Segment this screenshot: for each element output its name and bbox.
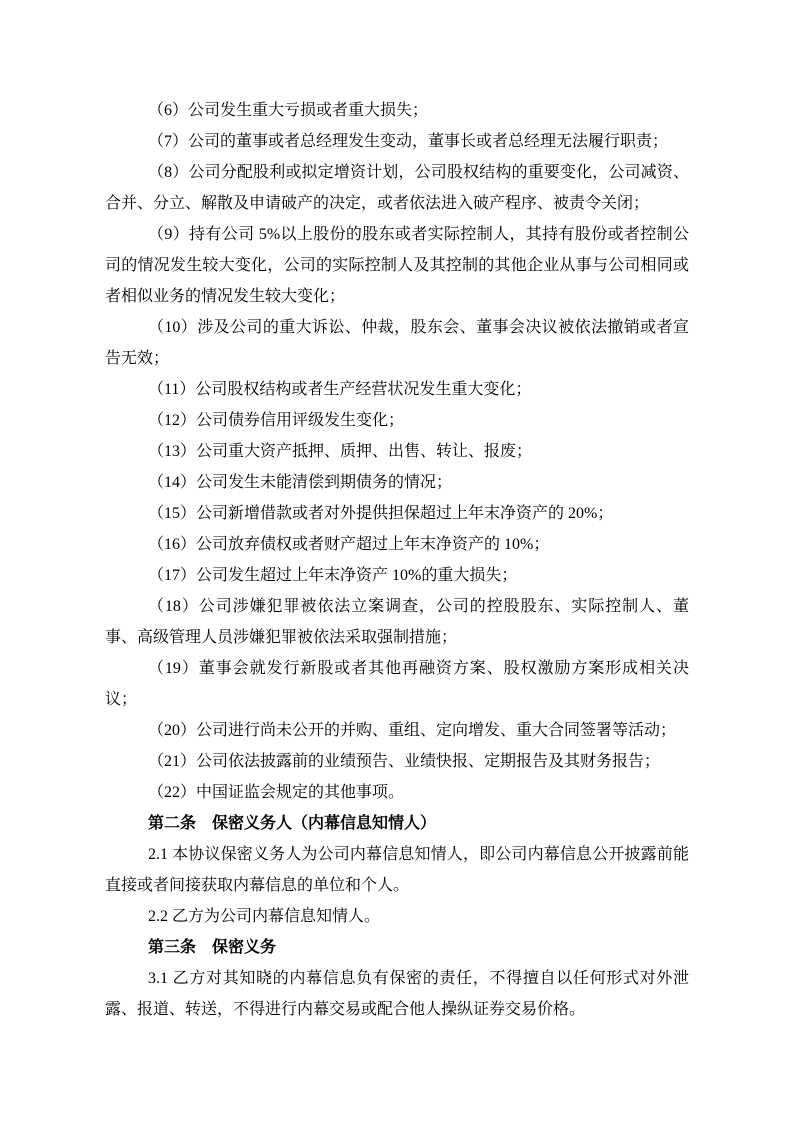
- section-heading: 第三条 保密义务: [148, 939, 277, 956]
- clause-paragraph: （15）公司新增借款或者对外提供担保超过上年末净资产的 20%；: [148, 505, 614, 522]
- clause-paragraph: （10）涉及公司的重大诉讼、仲裁，股东会、董事会决议被依法撤销或者宣告无效；: [105, 319, 689, 367]
- clause-paragraph: （20）公司进行尚未公开的并购、重组、定向增发、重大合同签署等活动；: [148, 722, 677, 739]
- clause-paragraph: （13）公司重大资产抵押、质押、出售、转让、报废；: [148, 443, 533, 460]
- clause-paragraph: （9）持有公司 5%以上股份的股东或者实际控制人，其持有股份或者控制公司的情况发生较大变化，公司的实际控制人及其控制的其他企业从事与公司相同或者相似业务的情况发生较大变化；: [105, 226, 689, 305]
- clause-paragraph: （21）公司依法披露前的业绩预告、业绩快报、定期报告及其财务报告；: [148, 753, 661, 770]
- clause-paragraph: （12）公司债券信用评级发生变化；: [148, 412, 405, 429]
- clause-paragraph: （16）公司放弃债权或者财产超过上年末净资产的 10%；: [148, 536, 550, 553]
- clause-paragraph: 3.1 乙方对其知晓的内幕信息负有保密的责任，不得擅自以任何形式对外泄露、报道、转送，不得进行内幕交易或配合他人操纵证券交易价格。: [105, 970, 689, 1018]
- clause-paragraph: （11）公司股权结构或者生产经营状况发生重大变化；: [148, 381, 532, 398]
- clause-paragraph: （18）公司涉嫌犯罪被依法立案调查，公司的控股股东、实际控制人、董事、高级管理人员涉嫌犯罪被依法采取强制措施；: [105, 598, 689, 646]
- document-body: [105, 95, 689, 1025]
- clause-paragraph: （14）公司发生未能清偿到期债务的情况；: [148, 474, 453, 491]
- clause-paragraph: （7）公司的董事或者总经理发生变动，董事长或者总经理无法履行职责；: [148, 133, 669, 150]
- clause-paragraph: （8）公司分配股利或拟定增资计划，公司股权结构的重要变化，公司减资、合并、分立、解散及申请破产的决定，或者依法进入破产程序、被责令关闭；: [105, 164, 689, 212]
- clause-paragraph: （19）董事会就发行新股或者其他再融资方案、股权激励方案形成相关决议；: [105, 660, 689, 708]
- clause-paragraph: （6）公司发生重大亏损或者重大损失；: [148, 102, 429, 119]
- clause-paragraph: 2.1 本协议保密义务人为公司内幕信息知情人，即公司内幕信息公开披露前能直接或者间接获取内幕信息的单位和个人。: [105, 846, 689, 894]
- clause-paragraph: 2.2 乙方为公司内幕信息知情人。: [148, 908, 381, 925]
- clause-paragraph: （22）中国证监会规定的其他事项。: [148, 784, 405, 801]
- section-heading: 第二条 保密义务人（内幕信息知情人）: [148, 815, 437, 832]
- clause-paragraph: （17）公司发生超过上年末净资产 10%的重大损失；: [148, 567, 518, 584]
